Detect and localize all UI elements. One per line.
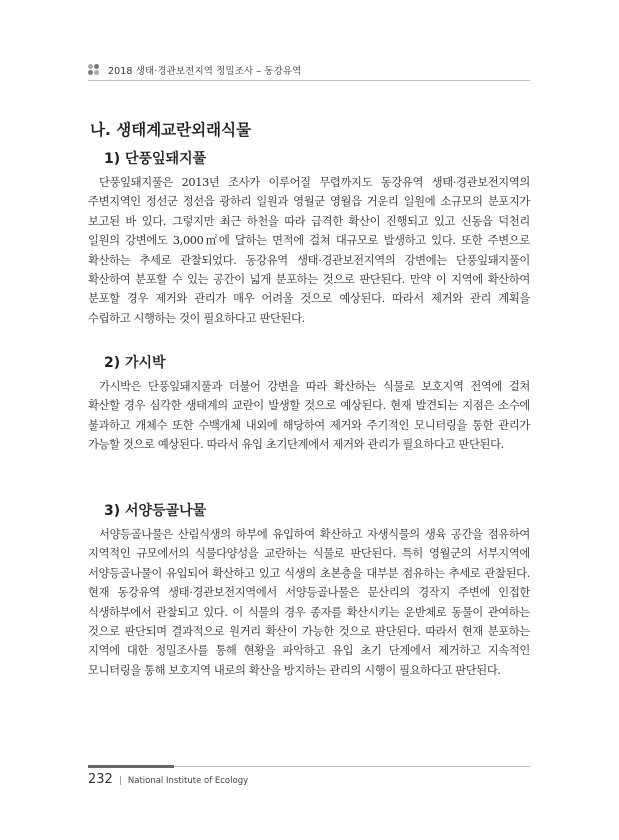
- subsection-body-1: 단풍잎돼지풀은 2013년 조사가 이루어질 무렵까지도 동강유역 생태·경관보전지역의 주변지역인 정선군 정선읍 광하리 일원과 영월군 영월읍 거운리 일원에 소규모의 분포지가 보고된 바 있다. 그렇지만 최근 하천을 따라 급격한 확산이 진행되고 있고 신동읍 덕천리 일원의 강변에도 3,000㎡에 달하는 면적에 걸쳐 대규모로 발생하고 있다. 또한 주변으로 확산하는 추세로 관찰되었다. 동강유역 생태·경관보전지역의 강변에는 단풍잎돼지풀이 확산하여 분포할 수 있는 공간이 넓게 분포하는 것으로 판단된다. 만약 이 지역에 확산하여 분포할 경우 제거와 관리가 매우 어려울 것으로 예상된다. 따라서 제거와 관리 계획을 수립하고 시행하는 것이 필요하다고 판단된다.: [88, 176, 530, 325]
- subsection-body-2: 가시박은 단풍잎돼지풀과 더불어 강변을 따라 확산하는 식물로 보호지역 전역에 걸쳐 확산할 경우 심각한 생태계의 교란이 발생할 것으로 예상된다. 현재 발견되는 지점은 소수에 불과하고 개체수 또한 수백개체 내외에 해당하여 제거와 주기적인 모니터링을 통한 관리가 가능할 것으로 예상된다. 따라서 유입 초기단계에서 제거와 관리가 필요하다고 판단된다.: [88, 380, 530, 452]
- page-footer: [88, 772, 248, 787]
- subsection-title-2: 2) 가시박: [104, 355, 166, 371]
- footer-accent-bar: [88, 765, 174, 768]
- subsection-body-3: 서양등골나물은 산림식생의 하부에 유입하여 확산하고 자생식물의 생육 공간을 점유하여 지역적인 규모에서의 식물다양성을 교란하는 식물로 판단된다. 특히 영월군의 서부지역에 서양등골나물이 유입되어 확산하고 있고 식생의 초본층을 대부분 점유하는 추세로 관찰된다. 현재 동강유역 생태·경관보전지역에서 서양등골나물은 문산리의 경작지 주변에 인접한 식생하부에서 관찰되고 있다. 이 식물의 경우 종자를 확산시키는 운반체로 동물이 관여하는 것으로 판단되며 결과적으로 원거리 확산이 가능한 것으로 판단된다. 따라서 현재 분포하는 지역에 대한 정밀조사를 통해 현황을 파악하고 유입 초기 단계에서 제거하고 지속적인 모니터링을 통해 보호지역 내로의 확산을 방지하는 관리의 시행이 필요하다고 판단된다.: [88, 528, 530, 677]
- organization-name: National Institute of Ecology: [127, 776, 249, 786]
- header-divider: [88, 80, 530, 81]
- footer-divider: [174, 766, 530, 767]
- running-title: 2018 생태·경관보전지역 정밀조사 – 동강유역: [108, 66, 302, 77]
- subsection-title-1: 1) 단풍잎돼지풀: [104, 151, 207, 167]
- section-title: 나. 생태계교란외래식물: [90, 121, 252, 139]
- subsection-title-3: 3) 서양등골나물: [104, 503, 207, 519]
- footer-separator: |: [118, 776, 122, 786]
- running-header: [88, 62, 528, 78]
- header-dots-icon: [88, 64, 100, 76]
- page-number: 232: [88, 772, 113, 787]
